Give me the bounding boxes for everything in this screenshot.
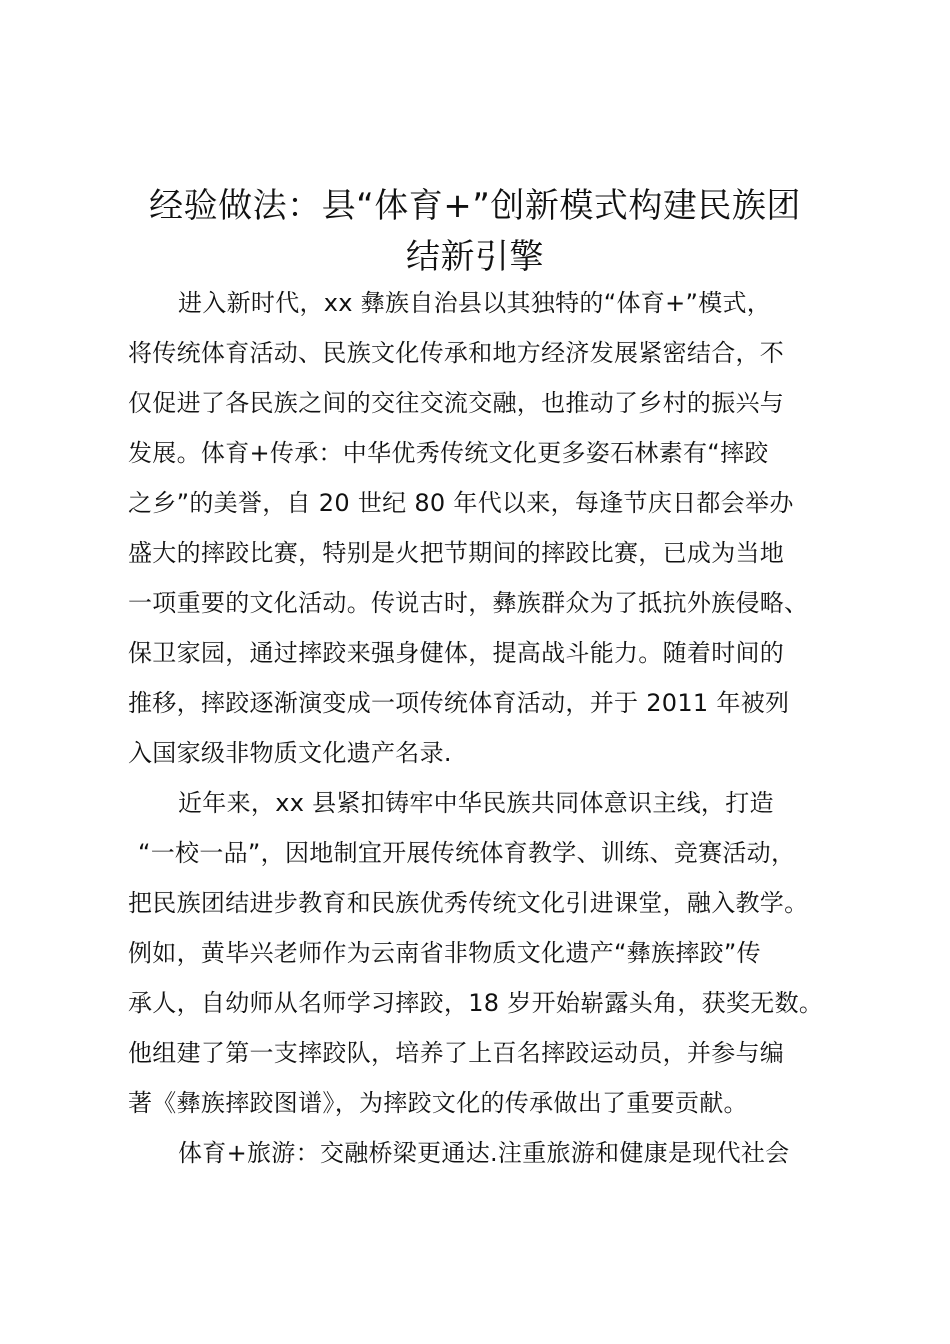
paragraph-line: 进入新时代，xx 彝族自治县以其独特的“体育+”模式，: [178, 289, 772, 317]
paragraph-line: 盛大的摔跤比赛，特别是火把节期间的摔跤比赛，已成为当地: [128, 539, 785, 567]
paragraph-line: 保卫家园，通过摔跤来强身健体，提高战斗能力。随着时间的: [128, 639, 785, 667]
paragraph-line: 著《彝族摔跤图谱》，为摔跤文化的传承做出了重要贡献。: [128, 1089, 748, 1117]
document-title-line-1: 经验做法：县“体育+”创新模式构建民族团: [149, 186, 801, 226]
paragraph-line: 承人，自幼师从名师学习摔跤，18 岁开始崭露头角，获奖无数。: [128, 989, 824, 1017]
paragraph-line: 例如，黄毕兴老师作为云南省非物质文化遗产“彝族摔跤”传: [128, 939, 761, 967]
paragraph-line: 推移，摔跤逐渐演变成一项传统体育活动，并于 2011 年被列: [128, 689, 790, 717]
paragraph-line: 将传统体育活动、民族文化传承和地方经济发展紧密结合，不: [128, 339, 785, 367]
paragraph-line: 近年来，xx 县紧扣铸牢中华民族共同体意识主线，打造: [178, 789, 774, 817]
document-title-line-2: 结新引擎: [406, 237, 544, 277]
paragraph-line: 一项重要的文化活动。传说古时，彝族群众为了抵抗外族侵略、: [128, 589, 809, 617]
paragraph-line: 仅促进了各民族之间的交往交流交融，也推动了乡村的振兴与: [128, 389, 785, 417]
paragraph-line: 之乡”的美誉，自 20 世纪 80 年代以来，每逢节庆日都会举办: [128, 489, 794, 517]
paragraph-line: 把民族团结进步教育和民族优秀传统文化引进课堂，融入教学。: [128, 889, 809, 917]
paragraph-line: 发展。体育+传承：中华优秀传统文化更多姿石林素有“摔跤: [128, 439, 769, 467]
paragraph-line: “一校一品”，因地制宜开展传统体育教学、训练、竞赛活动，: [138, 839, 796, 867]
paragraph-line: 体育+旅游：交融桥梁更通达.注重旅游和健康是现代社会: [178, 1139, 790, 1167]
paragraph-line: 他组建了第一支摔跤队，培养了上百名摔跤运动员，并参与编: [128, 1039, 785, 1067]
paragraph-line: 入国家级非物质文化遗产名录.: [128, 739, 452, 767]
